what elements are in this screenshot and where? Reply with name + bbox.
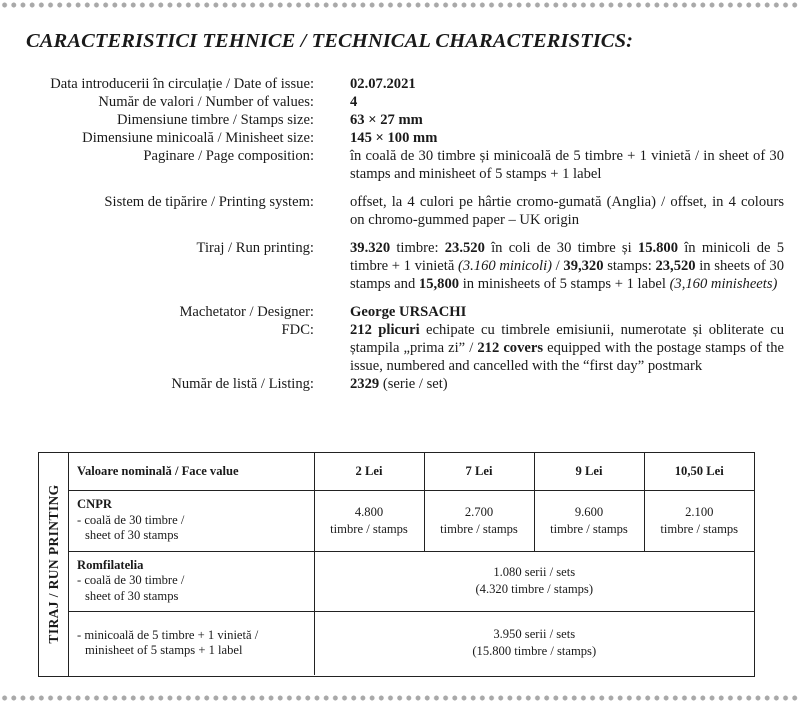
cnpr-line1: - coală de 30 timbre / xyxy=(77,512,185,527)
listing-value xyxy=(350,375,784,393)
cnpr-count-9-lei xyxy=(534,490,644,551)
run-printing-label: Tiraj / Run printing: xyxy=(196,240,314,256)
face-value-10-50-lei: 10,50 Lei xyxy=(644,453,754,490)
cnpr-count: 4.800 xyxy=(354,504,384,519)
minisheet-size-value: 145 × 100 mm xyxy=(350,130,438,146)
run-text: in minisheets of 5 stamps + 1 label xyxy=(459,276,670,292)
listing-number: 2329 xyxy=(350,376,380,392)
date-label: Data introducerii în circulație / Date of issue: xyxy=(50,76,314,92)
spec-row-printing-system xyxy=(22,193,784,229)
run-text: in sheets of 30 stamps and xyxy=(350,258,784,292)
spec-row-stamp-size xyxy=(22,111,784,129)
spacer xyxy=(22,293,784,303)
minisheet-line1: - minicoală de 5 timbre + 1 vinietă / xyxy=(77,627,259,642)
spec-row-run-printing xyxy=(22,239,784,293)
cnpr-count-7-lei xyxy=(424,490,534,551)
designer-value: George URSACHI xyxy=(350,304,467,320)
cnpr-line2: sheet of 30 stamps xyxy=(85,528,179,543)
minisheet-value xyxy=(314,611,754,675)
side-label-cell xyxy=(39,453,69,676)
printing-system-value: offset, la 4 culori pe hârtie cromo-gumată (Anglia) / offset, in 4 colours on chromo-gummed paper – UK origin xyxy=(350,194,784,228)
fdc-text: equipped with the postage stamps of the issue, numbered and cancelled with the “first day” postmark xyxy=(350,340,784,374)
minisheet-sets: 3.950 serii / sets xyxy=(493,627,576,642)
designer-label: Machetator / Designer: xyxy=(179,304,314,320)
spec-row-values xyxy=(22,93,784,111)
minisheet-stamps: (15.800 timbre / stamps) xyxy=(472,644,597,659)
run-minisheet-count-ro: (3.160 minicoli) xyxy=(457,258,553,274)
run-printing-table xyxy=(38,452,755,677)
cnpr-count-10-50-lei xyxy=(644,490,754,551)
date-value: 02.07.2021 xyxy=(350,76,416,92)
run-text: stamps: xyxy=(603,258,656,274)
page-title: CARACTERISTICI TEHNICE / TECHNICAL CHARACTERISTICS: xyxy=(26,30,633,52)
top-dotted-border xyxy=(0,1,800,9)
face-value-header: Valoare nominală / Face value xyxy=(69,453,314,490)
run-total-ro: 39.320 xyxy=(350,240,391,256)
spacer xyxy=(22,183,784,193)
romfilatelia-value xyxy=(314,551,754,611)
fdc-value xyxy=(350,321,784,375)
run-minisheets-en: 15,800 xyxy=(418,276,460,292)
stamp-size-value: 63 × 27 mm xyxy=(350,112,423,128)
cnpr-count-2-lei xyxy=(314,490,424,551)
cnpr-unit: timbre / stamps xyxy=(330,521,408,536)
fdc-count-en: 212 covers xyxy=(477,340,544,356)
minisheet-size-label: Dimensiune minicoală / Minisheet size: xyxy=(82,130,314,146)
run-sheets-en: 23,520 xyxy=(655,258,696,274)
cnpr-name: CNPR xyxy=(77,497,112,512)
romfilatelia-row-header xyxy=(69,551,314,611)
face-value-9-lei: 9 Lei xyxy=(534,453,644,490)
minisheet-line2: minisheet of 5 stamps + 1 label xyxy=(85,643,243,658)
spec-row-fdc xyxy=(22,321,784,375)
listing-label: Număr de listă / Listing: xyxy=(171,376,314,392)
run-total-en: 39,320 xyxy=(563,258,604,274)
side-label: TIRAJ / RUN PRINTING xyxy=(46,484,61,644)
face-value-7-lei: 7 Lei xyxy=(424,453,534,490)
table-row-minisheet xyxy=(69,611,754,675)
run-text: / xyxy=(552,258,564,274)
listing-suffix: (serie / set) xyxy=(379,376,448,392)
fdc-text: echipate cu timbrele emisiunii, numerotate și obliterate cu ștampila „prima zi” / xyxy=(350,322,784,356)
spacer xyxy=(22,229,784,239)
spec-row-minisheet-size xyxy=(22,129,784,147)
fdc-label: FDC: xyxy=(281,322,314,338)
cnpr-unit: timbre / stamps xyxy=(660,521,739,536)
cnpr-count: 9.600 xyxy=(574,504,604,519)
spec-row-designer xyxy=(22,303,784,321)
fdc-count-ro: 212 plicuri xyxy=(350,322,420,338)
values-value: 4 xyxy=(350,94,358,110)
spec-row-listing xyxy=(22,375,784,393)
bottom-dotted-border xyxy=(0,694,800,702)
stamp-size-label: Dimensiune timbre / Stamps size: xyxy=(117,112,314,128)
minisheet-row-header xyxy=(69,611,314,675)
romfilatelia-sets: 1.080 serii / sets xyxy=(493,565,576,579)
spec-row-date xyxy=(22,75,784,93)
cnpr-unit: timbre / stamps xyxy=(550,521,628,536)
spec-list xyxy=(22,75,784,393)
romfilatelia-name: Romfilatelia xyxy=(77,557,144,572)
cnpr-count: 2.100 xyxy=(685,504,714,519)
cnpr-row-header xyxy=(69,490,314,551)
spec-row-page-composition xyxy=(22,147,784,183)
run-printing-grid xyxy=(69,453,754,675)
cnpr-unit: timbre / stamps xyxy=(440,521,518,536)
table-row-cnpr xyxy=(69,490,754,551)
run-text: timbre: xyxy=(390,240,445,256)
run-printing-value xyxy=(350,239,784,293)
face-value-2-lei: 2 Lei xyxy=(314,453,424,490)
run-sheets-ro: 23.520 xyxy=(444,240,485,256)
romfilatelia-stamps: (4.320 timbre / stamps) xyxy=(475,582,594,596)
table-row-romfilatelia xyxy=(69,551,754,611)
page-composition-label: Paginare / Page composition: xyxy=(143,148,314,164)
cnpr-count: 2.700 xyxy=(464,504,494,519)
values-label: Număr de valori / Number of values: xyxy=(98,94,314,110)
page-composition-value: în coală de 30 timbre și minicoală de 5 timbre + 1 vinietă / in sheet of 30 stamps and minisheet of 5 stamps + 1 label xyxy=(350,148,784,182)
run-minisheets-ro: 15.800 xyxy=(637,240,679,256)
romfilatelia-line1: - coală de 30 timbre / xyxy=(77,573,185,588)
run-text: în coli de 30 timbre și xyxy=(484,240,638,256)
run-text: în minicoli de 5 timbre + 1 vinietă xyxy=(350,240,784,274)
romfilatelia-line2: sheet of 30 stamps xyxy=(85,588,179,603)
run-minisheet-count-en: (3,160 minisheets) xyxy=(669,276,778,292)
table-header-row xyxy=(69,453,754,490)
printing-system-label: Sistem de tipărire / Printing system: xyxy=(104,194,314,210)
